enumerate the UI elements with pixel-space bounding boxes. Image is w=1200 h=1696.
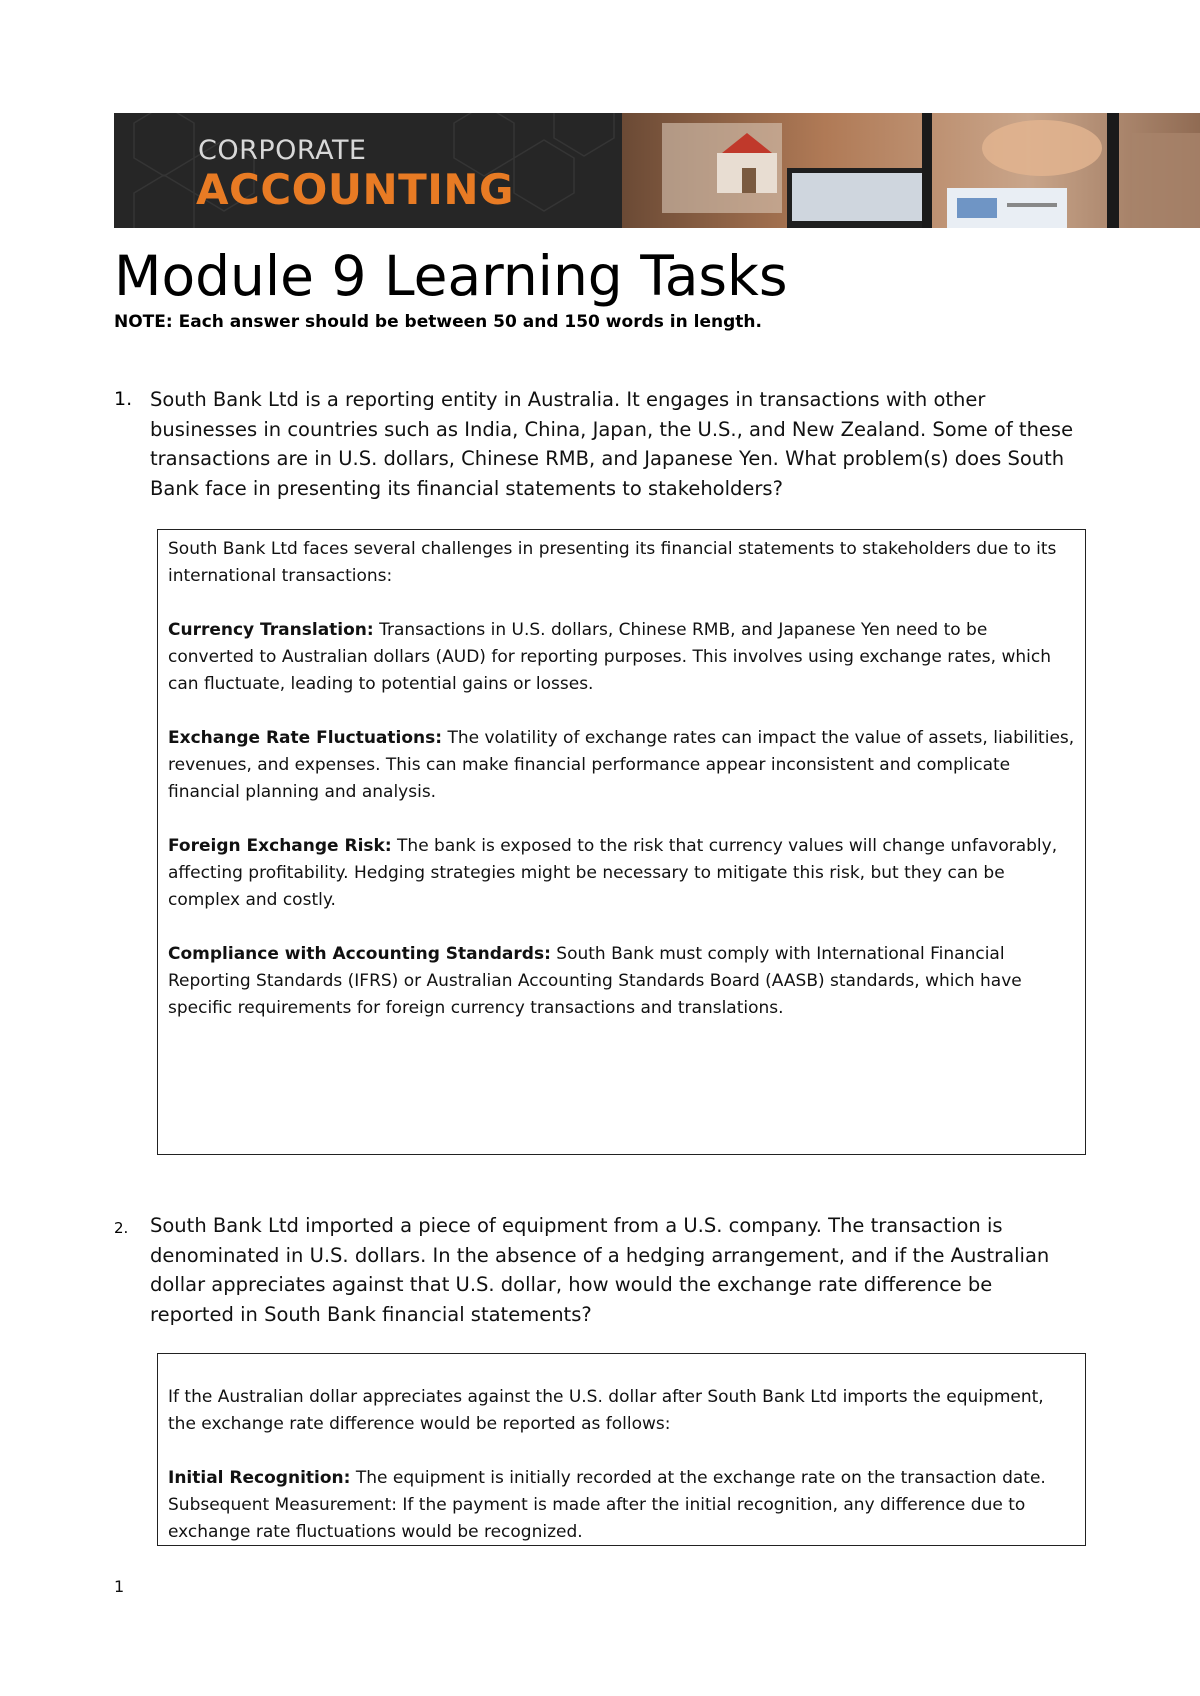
answer-1-point-heading: Foreign Exchange Risk: <box>168 836 392 856</box>
answer-1-point <box>168 833 1075 914</box>
answer-1-point-heading: Currency Translation: <box>168 620 374 640</box>
question-1-number: 1. <box>114 388 133 410</box>
answer-2-point-heading: Initial Recognition: <box>168 1468 351 1488</box>
answer-1-point-body: The volatility of exchange rates can impact the value of assets, liabilities, revenues, and expenses. This can make financial performance appear inconsistent and complicate financial planning and analysis. <box>168 728 1075 802</box>
answer-1-point-body: Transactions in U.S. dollars, Chinese RMB, and Japanese Yen need to be converted to Australian dollars (AUD) for reporting purposes. This involves using exchange rates, which can fluctuate, leading to potential gains or losses. <box>168 620 1051 694</box>
question-2-text: South Bank Ltd imported a piece of equipment from a U.S. company. The transaction is denominated in U.S. dollars. In the absence of a hedging arrangement, and if the Australian dollar appreciates against that U.S. dollar, how would the exchange rate difference be reported in South Bank financial statements? <box>150 1214 1050 1327</box>
question-2-number: 2. <box>114 1219 129 1237</box>
answer-1-point <box>168 941 1075 1022</box>
banner-title-line1: CORPORATE <box>198 135 367 166</box>
page-number: 1 <box>114 1577 125 1596</box>
header-banner <box>114 113 1200 228</box>
length-note: NOTE: Each answer should be between 50 and 150 words in length. <box>114 312 762 332</box>
question-1-text: South Bank Ltd is a reporting entity in Australia. It engages in transactions with other businesses in countries such as India, China, Japan, the U.S., and New Zealand. Some of these transactions are in U.S. dollars, Chinese RMB, and Japanese Yen. What problem(s) does South Bank face in presenting its financial statements to stakeholders? <box>150 388 1074 501</box>
answer-1-point-heading: Exchange Rate Fluctuations: <box>168 728 443 748</box>
answer-1-point-body: South Bank must comply with International Financial Reporting Standards (IFRS) or Australian Accounting Standards Board (AASB) standards, which have specific requirements for foreign currency transactions and translations. <box>168 944 1022 1018</box>
answer-1-intro: South Bank Ltd faces several challenges in presenting its financial statements to stakeholders due to its international transactions: <box>168 539 1057 586</box>
banner-title-line2: ACCOUNTING <box>196 165 515 214</box>
answer-2-point-body: The equipment is initially recorded at the exchange rate on the transaction date. <box>350 1468 1046 1488</box>
answer-2-intro: If the Australian dollar appreciates against the U.S. dollar after South Bank Ltd imports the equipment, the exchange rate difference would be reported as follows: <box>168 1387 1044 1434</box>
answer-2-point <box>168 1465 1075 1492</box>
answer-1-point <box>168 725 1075 806</box>
answer-box-2[interactable] <box>157 1353 1086 1546</box>
answer-1-point-body: The bank is exposed to the risk that currency values will change unfavorably, affecting profitability. Hedging strategies might be necessary to mitigate this risk, but they can be complex and costly. <box>168 836 1058 910</box>
answer-1-point <box>168 617 1075 698</box>
answer-1-point-heading: Compliance with Accounting Standards: <box>168 944 551 964</box>
answer-2-continuation: Subsequent Measurement: If the payment is made after the initial recognition, any difference due to exchange rate fluctuations would be recognized. <box>168 1495 1026 1542</box>
page-title: Module 9 Learning Tasks <box>114 244 788 308</box>
answer-box-1[interactable] <box>157 529 1086 1155</box>
banner-photo-illustration <box>622 113 1200 228</box>
